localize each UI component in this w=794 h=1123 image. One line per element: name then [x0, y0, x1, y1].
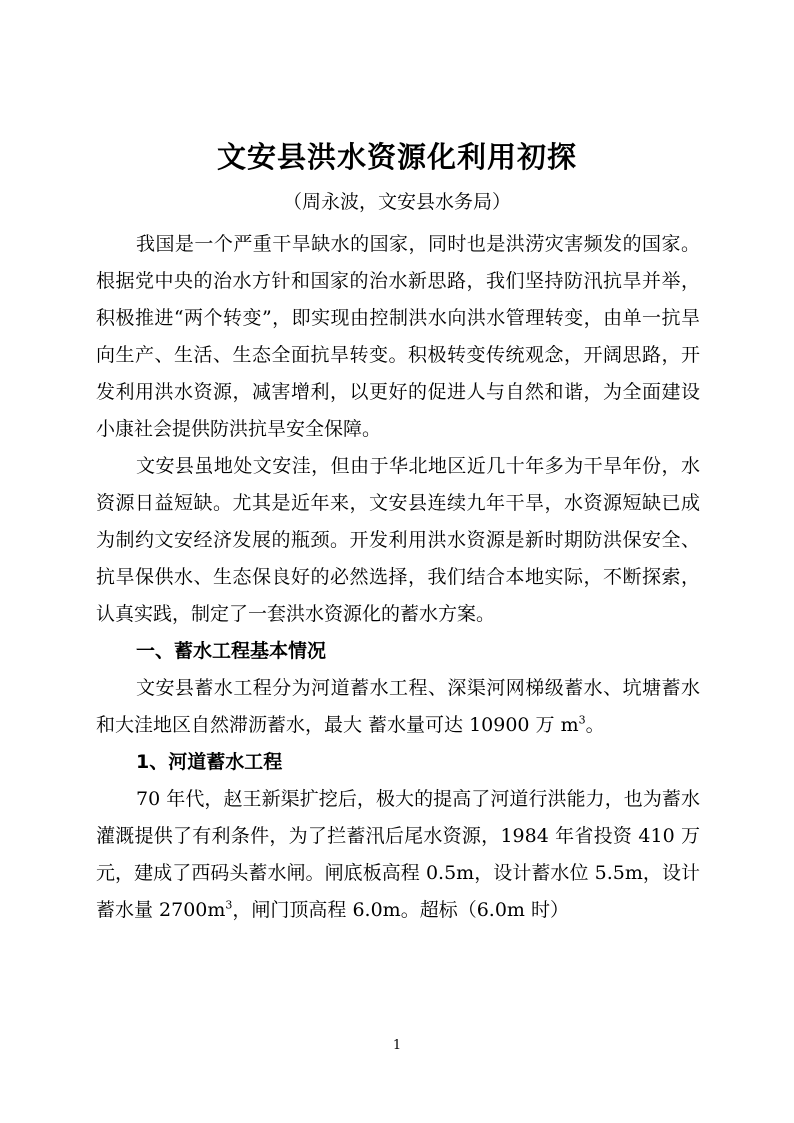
- paragraph-overview-text: 文安县蓄水工程分为河道蓄水工程、深渠河网梯级蓄水、坑塘蓄水和大洼地区自然滞沥蓄水，最大 蓄水量可达 10900 万 m: [96, 677, 700, 736]
- paragraph-overview: [96, 670, 700, 744]
- author-byline: （周永波，文安县水务局）: [282, 191, 511, 213]
- paragraph-intro: 我国是一个严重干旱缺水的国家，同时也是洪涝灾害频发的国家。根据党中央的治水方针和国家的治水新思路，我们坚持防汛抗旱并举，积极推进“两个转变”，即实现由控制洪水向洪水管理转变，由单一抗旱向生产、生活、生态全面抗旱转变。积极转变传统观念，开阔思路，开发利用洪水资源，减害增利，以更好的促进人与自然和谐，为全面建设小康社会提供防洪抗旱安全保障。: [96, 233, 700, 440]
- superscript: 3: [578, 713, 586, 727]
- document-title: 文安县洪水资源化利用初探: [216, 140, 577, 174]
- superscript: 3: [225, 898, 233, 912]
- page-number: 1: [392, 1038, 402, 1053]
- paragraph-background: 文安县虽地处文安洼，但由于华北地区近几十年多为干旱年份，水资源日益短缺。尤其是近年来，文安县连续九年干旱，水资源短缺已成为制约文安经济发展的瓶颈。开发利用洪水资源是新时期防洪保安全、抗旱保供水、生态保良好的必然选择，我们结合本地实际，不断探索，认真实践，制定了一套洪水资源化的蓄水方案。: [96, 455, 700, 625]
- paragraph-river-text-cont: ，闸门顶高程 6.0m。超标（6.0m 时）: [232, 899, 569, 921]
- paragraph-river-project: [96, 781, 700, 929]
- document-body: [96, 226, 700, 929]
- section-heading: 一、蓄水工程基本情况: [136, 640, 327, 662]
- paragraph-overview-end: 。: [585, 714, 605, 736]
- subsection-heading: 1、河道蓄水工程: [136, 751, 283, 773]
- paragraph-river-text: 70 年代，赵王新渠扩挖后，极大的提高了河道行洪能力，也为蓄水灌溉提供了有利条件，为了拦蓄汛后尾水资源，1984 年省投资 410 万元，建成了西码头蓄水闸。闸底板高程 0.5m，设计蓄水位 5.5m，设计蓄水量 2700m: [96, 788, 700, 921]
